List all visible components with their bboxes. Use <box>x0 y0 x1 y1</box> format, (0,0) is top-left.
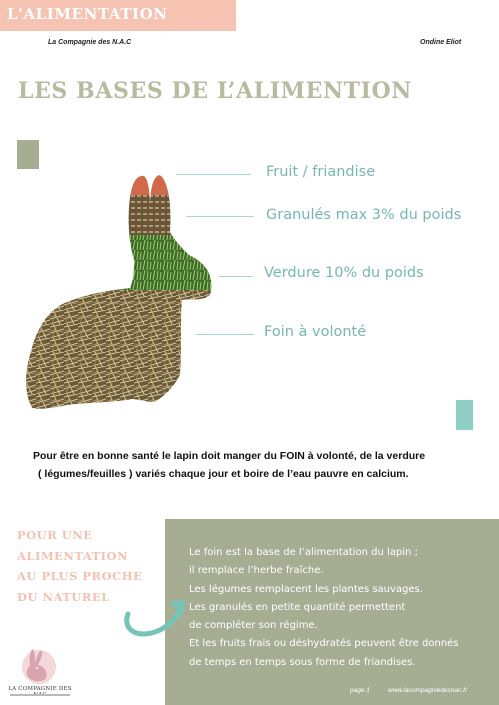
label-line-hay <box>196 334 254 335</box>
website-link[interactable]: www.lacompagniedesnac.fr <box>388 687 468 694</box>
author-name: Ondine Eliot <box>420 39 462 46</box>
decorative-square-teal <box>456 400 473 430</box>
intro-line-1: Pour être en bonne santé le lapin doit manger du FOIN à volonté, de la verdure <box>33 450 426 462</box>
section-title-line-4: DU NATUREL <box>17 589 110 604</box>
page-number: page 1 <box>350 687 370 694</box>
section-title-line-2: ALIMENTATION <box>17 548 129 563</box>
intro-paragraph <box>33 447 473 483</box>
info-line-5: de compléter son régime. <box>189 620 318 632</box>
rabbit-food-diagram <box>22 170 222 420</box>
info-line-3: Les légumes remplacent les plantes sauvages. <box>189 583 423 595</box>
label-pellets: Granulés max 3% du poids <box>266 207 462 223</box>
info-line-4: Les granulés en petite quantité permettent <box>189 601 406 613</box>
section-title-line-3: AU PLUS PROCHE <box>17 569 143 583</box>
info-line-7: de temps en temps sous forme de friandises. <box>189 656 416 668</box>
curved-arrow-icon <box>118 592 194 642</box>
label-fruit: Fruit / friandise <box>266 164 376 180</box>
info-line-6: Et les fruits frais ou déshydratés peuvent être donnés <box>189 638 459 650</box>
section-title-line-1: POUR UNE <box>17 528 93 542</box>
header-title: L'ALIMENTATION <box>7 5 168 23</box>
decorative-square-olive <box>17 140 39 169</box>
label-line-greens <box>219 276 253 277</box>
info-line-1: Le foin est la base de l’alimentation du lapin ; <box>189 547 418 558</box>
logo-tagline-bar <box>10 694 70 696</box>
intro-line-2: ( légumes/feuilles ) variés chaque jour et boire de l’eau pauvre en calcium. <box>38 468 409 480</box>
page-title: LES BASES DE L’ALIMENTION <box>18 78 413 104</box>
company-name: La Compagnie des N.A.C <box>48 39 132 46</box>
logo-text: LA COMPAGNIE DES <box>8 686 72 692</box>
label-hay: Foin à volonté <box>264 324 367 340</box>
info-line-2: il remplace l’herbe fraîche. <box>189 565 324 577</box>
label-line-fruit <box>176 174 251 175</box>
info-text <box>189 544 494 672</box>
label-line-pellets <box>186 216 254 217</box>
label-greens: Verdure 10% du poids <box>264 265 424 281</box>
